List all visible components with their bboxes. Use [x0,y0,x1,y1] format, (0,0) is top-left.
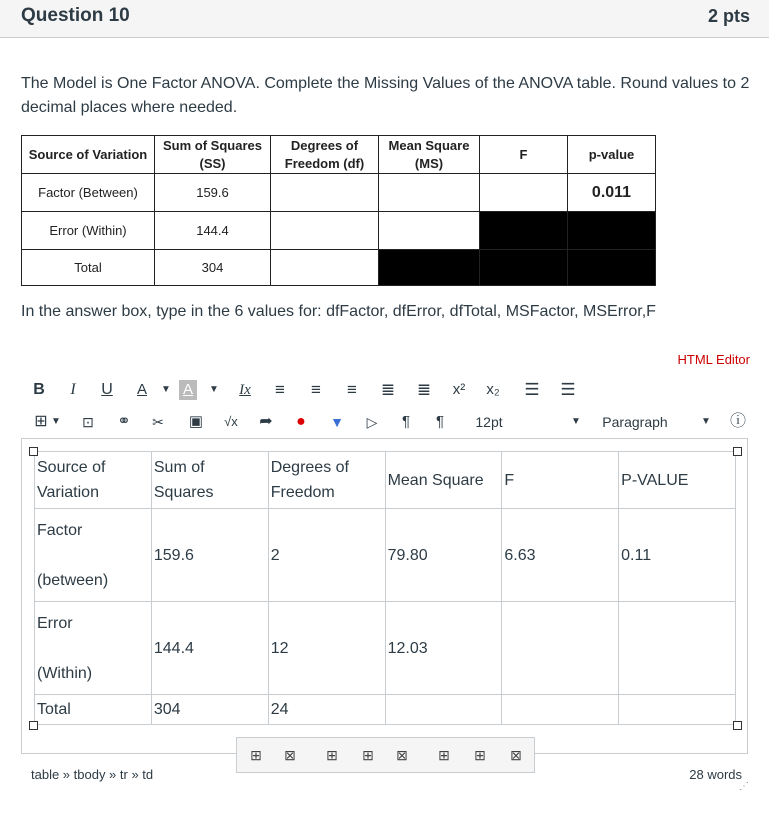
question-title: Question 10 [21,5,130,26]
row-factor-df [271,174,379,212]
chevron-down-icon[interactable]: ▼ [209,384,219,395]
answer-cell[interactable]: 159.6 [151,509,268,602]
row-factor-ss: 159.6 [155,174,271,212]
answer-cell[interactable]: 304 [151,695,268,725]
answer-cell[interactable]: Total [35,695,152,725]
clear-formatting-icon[interactable]: Ix [239,382,251,398]
header-ss: Sum of Squares (SS) [155,136,271,174]
font-color-icon[interactable]: A [136,381,147,398]
editor-toolbar-row-1 [21,377,581,403]
row-factor-ms [379,174,480,212]
indent-icon[interactable]: ≣ [380,380,396,399]
question-header [0,0,769,38]
row-total-ss: 304 [155,250,271,286]
font-size-select[interactable]: 12pt [475,414,503,430]
header-ms: Mean Square (MS) [379,136,480,174]
answer-cell[interactable] [502,602,619,695]
rtl-icon[interactable]: ¶ [435,413,445,430]
insert-column-before-icon[interactable]: ⊞ [438,747,450,763]
table-context-toolbar [236,737,535,773]
numbered-list-icon[interactable]: ☰ [560,380,576,399]
blacked-out-cell [480,212,568,250]
question-points: 2 pts [707,6,750,26]
answer-cell[interactable]: 79.80 [385,509,502,602]
word-count: 28 words [689,767,742,782]
accessibility-icon[interactable]: ⓘ [729,413,746,430]
apps-icon[interactable]: ▼ [330,414,344,430]
answer-cell[interactable] [619,695,736,725]
answer-cell[interactable]: Source of Variation [35,452,152,509]
align-right-icon[interactable]: ≡ [347,380,357,399]
resize-handle[interactable] [29,721,38,730]
chevron-down-icon[interactable]: ▼ [701,416,711,427]
answer-cell[interactable] [385,695,502,725]
embed-icon[interactable]: ➦ [259,413,273,430]
element-path: table » tbody » tr » td [31,767,154,782]
blacked-out-cell [568,250,656,286]
table-properties-icon[interactable]: ⊞ [250,747,262,763]
ltr-icon[interactable]: ¶ [401,413,411,430]
table-icon[interactable]: ⊞ [34,413,48,430]
subscript-icon[interactable]: x₂ [486,381,500,398]
answer-table[interactable] [34,451,736,725]
chevron-down-icon[interactable]: ▼ [51,416,61,427]
image-icon[interactable]: ▣ [188,413,204,430]
align-left-icon[interactable]: ≡ [275,380,285,399]
row-factor-source: Factor (Between) [22,174,155,212]
row-error-df [271,212,379,250]
header-f: F [480,136,568,174]
answer-cell[interactable]: Sum of Squares [151,452,268,509]
row-total-source: Total [22,250,155,286]
resize-handle[interactable] [733,447,742,456]
answer-cell[interactable] [619,602,736,695]
preview-icon[interactable]: ▷ [366,414,378,430]
answer-cell[interactable]: 0.11 [619,509,736,602]
html-editor-link[interactable]: HTML Editor [677,352,750,367]
row-error-source: Error (Within) [22,212,155,250]
delete-table-icon[interactable]: ⊠ [284,747,296,763]
blacked-out-cell [568,212,656,250]
blacked-out-cell [480,250,568,286]
answer-cell[interactable]: Degrees of Freedom [268,452,385,509]
header-df: Degrees of Freedom (df) [271,136,379,174]
answer-cell[interactable]: Error (Within) [35,602,152,695]
row-factor-f [480,174,568,212]
resize-handle[interactable] [29,447,38,456]
outdent-icon[interactable]: ≣ [416,380,432,399]
answer-cell[interactable]: Factor (between) [35,509,152,602]
editor-toolbar-row-2 [21,409,751,435]
bullet-list-icon[interactable]: ☰ [524,380,540,399]
answer-cell[interactable]: 12 [268,602,385,695]
background-color-icon[interactable]: A [179,380,197,400]
insert-column-after-icon[interactable]: ⊞ [474,747,486,763]
answer-cell[interactable] [502,695,619,725]
row-factor-pvalue: 0.011 [568,174,656,212]
equation-icon[interactable]: √x [224,414,238,429]
rich-content-editor[interactable] [21,438,748,754]
superscript-icon[interactable]: x² [452,381,466,398]
row-error-ss: 144.4 [155,212,271,250]
answer-instruction: In the answer box, type in the 6 values for: dfFactor, dfError, dfTotal, MSFactor, MSError,F [21,303,656,320]
row-error-ms [379,212,480,250]
answer-cell[interactable]: P-VALUE [619,452,736,509]
question-prompt: The Model is One Factor ANOVA. Complete the Missing Values of the ANOVA table. Round values to 2 decimal places where needed. [21,75,750,116]
answer-cell[interactable]: 24 [268,695,385,725]
answer-cell[interactable]: 6.63 [502,509,619,602]
record-icon[interactable]: ● [296,413,306,430]
blacked-out-cell [379,250,480,286]
media-icon[interactable]: ⊡ [82,414,94,430]
header-source: Source of Variation [22,136,155,174]
paragraph-select[interactable]: Paragraph [602,414,668,430]
header-pvalue: p-value [568,136,656,174]
chevron-down-icon[interactable]: ▼ [161,384,171,395]
answer-cell[interactable]: F [502,452,619,509]
delete-row-icon[interactable]: ⊠ [396,747,408,763]
row-total-df [271,250,379,286]
link-icon[interactable]: ⚭ [117,413,131,430]
resize-handle[interactable] [733,721,742,730]
answer-cell[interactable]: 144.4 [151,602,268,695]
answer-cell[interactable]: 12.03 [385,602,502,695]
bold-icon[interactable]: B [33,381,45,398]
chevron-down-icon[interactable]: ▼ [571,416,581,427]
answer-cell[interactable]: Mean Square [385,452,502,509]
delete-column-icon[interactable]: ⊠ [510,747,522,763]
italic-icon[interactable]: I [70,381,76,398]
align-center-icon[interactable]: ≡ [311,380,321,399]
answer-cell[interactable]: 2 [268,509,385,602]
insert-row-after-icon[interactable]: ⊞ [362,747,374,763]
unlink-icon[interactable]: ✂ [152,414,164,430]
resize-grip-icon[interactable]: ⋰ [739,781,749,792]
anova-image-table [21,135,656,286]
insert-row-before-icon[interactable]: ⊞ [326,747,338,763]
underline-icon[interactable]: U [101,381,113,398]
